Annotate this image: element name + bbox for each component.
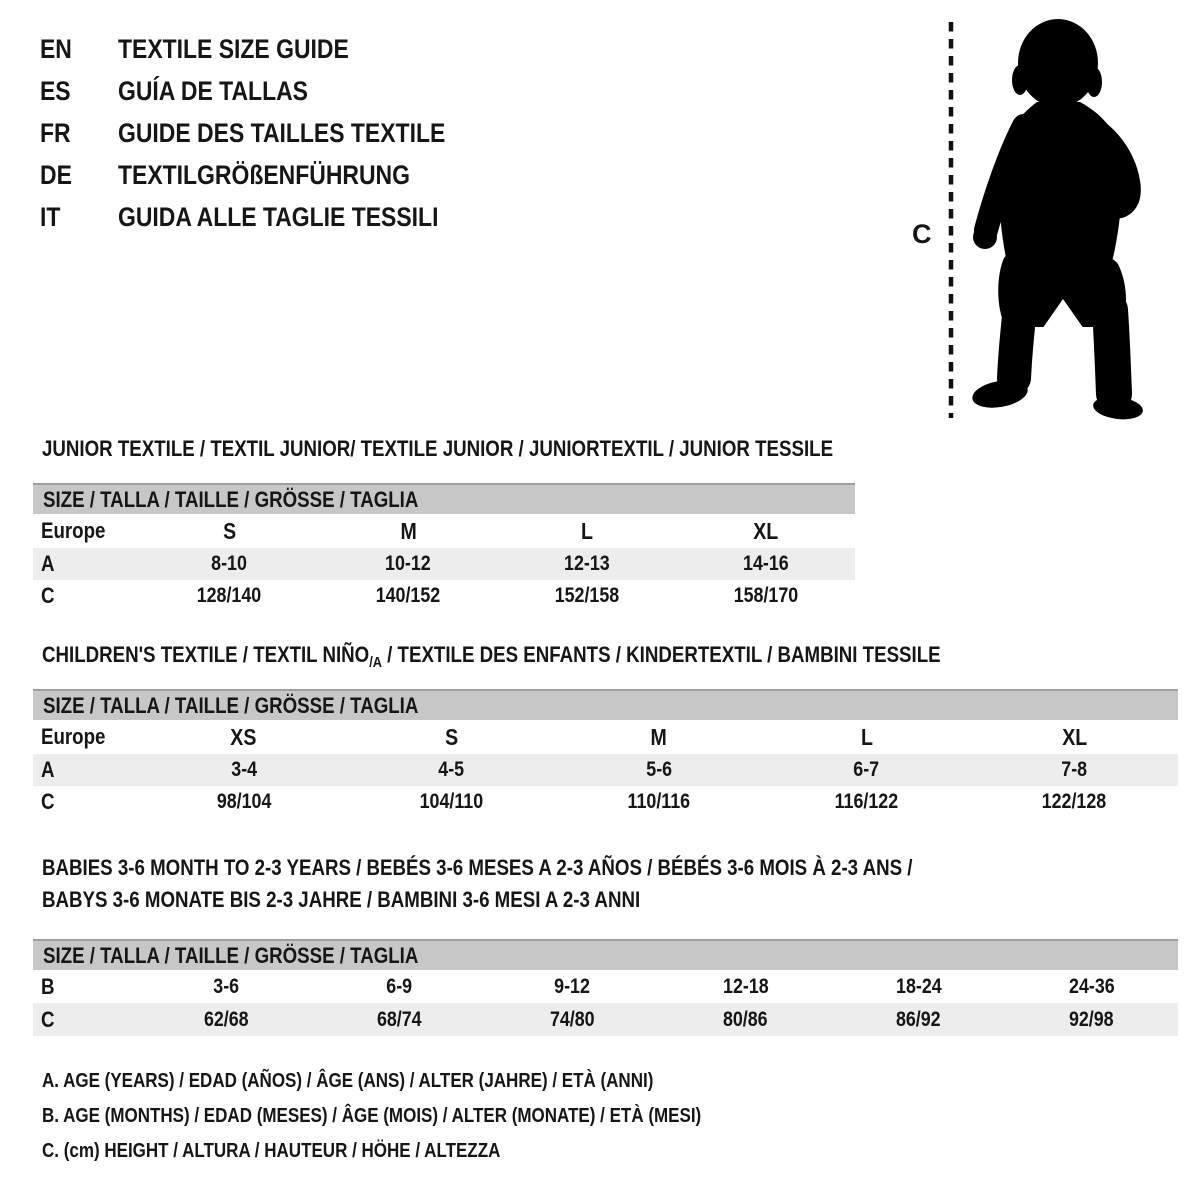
size-column-header: L (860, 723, 873, 750)
region-label-cell: Europe (41, 518, 106, 543)
table-value-cell: 128/140 (197, 584, 262, 607)
table-value-cell: 4-5 (438, 758, 465, 781)
table-value-cell: 98/104 (216, 790, 272, 813)
table-value-cell: 104/110 (419, 790, 484, 813)
row-label-cell: C (41, 583, 55, 608)
table-value-cell: 10-12 (385, 552, 431, 575)
size-column-header: M (650, 723, 668, 750)
table-value-cell: 6-9 (386, 974, 413, 998)
babies-title-line2: BABYS 3-6 MONATE BIS 2-3 JAHRE / BAMBINI 3-6 MESI A 2-3 ANNI (42, 887, 641, 912)
table-value-cell: 86/92 (896, 1007, 941, 1031)
junior-section-title: JUNIOR TEXTILE / TEXTIL JUNIOR/ TEXTILE JUNIOR / JUNIORTEXTIL / JUNIOR TESSILE (42, 436, 834, 461)
language-row-it (40, 196, 503, 238)
table-value-cell: 68/74 (377, 1007, 422, 1031)
table-value-cell: 6-7 (853, 758, 880, 781)
children-table-size-header: SIZE / TALLA / TAILLE / GRÖSSE / TAGLIA (33, 689, 1178, 720)
table-value-cell: 3-4 (230, 758, 257, 781)
babies-row-height (33, 1003, 1178, 1036)
region-label-cell: Europe (41, 724, 106, 749)
table-value-cell: 92/98 (1069, 1007, 1114, 1031)
language-code: EN (40, 33, 72, 64)
legend-height-cm: C. (cm) HEIGHT / ALTURA / HAUTEUR / HÖHE / ALTEZZA (42, 1140, 501, 1162)
row-label-cell: A (41, 551, 55, 576)
language-row-es (40, 70, 503, 112)
language-row-en (40, 28, 503, 70)
babies-size-table (33, 939, 1178, 1036)
junior-row-height (33, 580, 855, 612)
table-value-cell: 140/152 (375, 584, 441, 607)
table-value-cell: 5-6 (646, 758, 672, 781)
row-label-cell: A (41, 757, 55, 782)
table-value-cell: 62/68 (204, 1007, 249, 1031)
language-code: IT (40, 201, 61, 232)
row-label-cell: C (41, 789, 55, 814)
children-row-height (33, 786, 1178, 818)
guide-title-en: TEXTILE SIZE GUIDE (118, 33, 349, 64)
table-value-cell: 116/122 (834, 790, 899, 813)
table-value-cell: 74/80 (550, 1007, 595, 1031)
language-code: FR (40, 117, 71, 148)
guide-title-de: TEXTILGRÖßENFÜHRUNG (118, 159, 410, 190)
language-title-list (40, 28, 503, 238)
table-value-cell: 24-36 (1068, 974, 1115, 998)
table-value-cell: 158/170 (733, 584, 798, 607)
children-row-age (33, 754, 1178, 786)
row-label-cell: B (41, 973, 55, 999)
table-value-cell: 80/86 (723, 1007, 768, 1031)
table-value-cell: 14-16 (742, 552, 789, 575)
size-column-header: L (580, 517, 593, 544)
table-value-cell: 18-24 (895, 974, 942, 998)
table-value-cell: 3-6 (213, 974, 240, 998)
guide-title-es: GUÍA DE TALLAS (118, 75, 308, 106)
baby-silhouette-icon (970, 19, 1144, 422)
junior-columns-row (33, 514, 855, 548)
language-code: ES (40, 75, 71, 106)
table-value-cell: 12-18 (722, 974, 769, 998)
measurement-legend (42, 1064, 818, 1169)
junior-size-table (33, 483, 855, 612)
toddler-silhouette-figure (905, 14, 1161, 426)
table-value-cell: 8-10 (211, 552, 248, 575)
babies-title-line1: BABIES 3-6 MONTH TO 2-3 YEARS / BEBÉS 3-6 MESES A 2-3 AÑOS / BÉBÉS 3-6 MOIS À 2-3 ANS / (42, 855, 913, 880)
size-column-header: S (222, 517, 236, 544)
nino-a-subscript: /A (369, 654, 382, 671)
table-value-cell: 110/116 (627, 790, 691, 813)
table-value-cell: 122/128 (1041, 790, 1107, 813)
children-size-table (33, 689, 1178, 818)
legend-age-years: A. AGE (YEARS) / EDAD (AÑOS) / ÂGE (ANS) / ALTER (JAHRE) / ETÀ (ANNI) (42, 1070, 654, 1092)
guide-title-fr: GUIDE DES TAILLES TEXTILE (118, 117, 446, 148)
table-value-cell: 7-8 (1061, 758, 1088, 781)
babies-section-title (42, 852, 1066, 916)
height-measure-label: C (912, 219, 932, 249)
language-row-fr (40, 112, 503, 154)
babies-table-size-header: SIZE / TALLA / TAILLE / GRÖSSE / TAGLIA (33, 939, 1178, 970)
children-section-title: CHILDREN'S TEXTILE / TEXTIL $NIÑO_{/A}$ / TEXTILE DES ENFANTS / KINDERTEXTIL / BAMBINI TESSILE (42, 642, 941, 671)
legend-age-months: B. AGE (MONTHS) / EDAD (MESES) / ÂGE (MOIS) / ALTER (MONATE) / ETÀ (MESI) (42, 1105, 702, 1127)
size-column-header: S (444, 723, 458, 750)
children-columns-row (33, 720, 1178, 754)
language-code: DE (40, 159, 72, 190)
table-value-cell: 152/158 (554, 584, 620, 607)
size-column-header: M (399, 517, 417, 544)
row-label-cell: C (41, 1006, 55, 1032)
babies-row-months (33, 970, 1178, 1003)
junior-row-age (33, 548, 855, 580)
size-column-header: XL (1061, 723, 1087, 750)
size-column-header: XL (753, 517, 779, 544)
table-value-cell: 9-12 (554, 974, 591, 998)
size-column-header: XS (230, 723, 257, 750)
guide-title-it: GUIDA ALLE TAGLIE TESSILI (118, 201, 439, 232)
junior-table-size-header: SIZE / TALLA / TAILLE / GRÖSSE / TAGLIA (33, 483, 855, 514)
language-row-de (40, 154, 503, 196)
table-value-cell: 12-13 (564, 552, 610, 575)
